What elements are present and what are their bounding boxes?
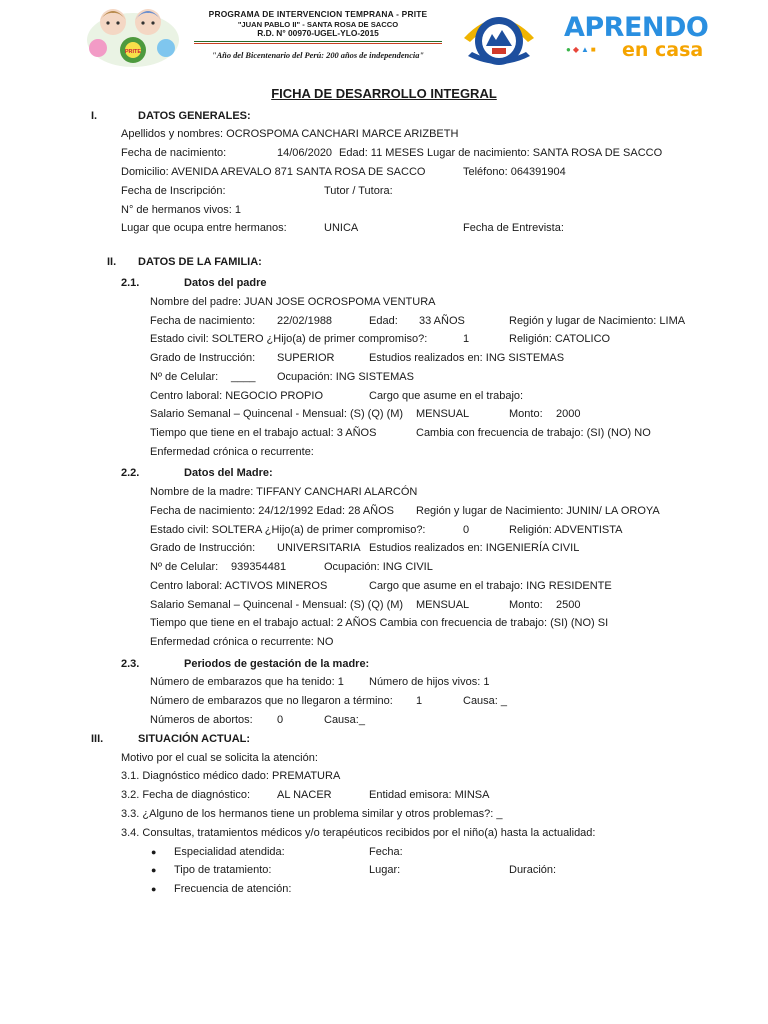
program-school: "JUAN PABLO II" - SANTA ROSA DE SACCO: [237, 19, 399, 29]
padre-celular-label: Nº de Celular:: [150, 371, 219, 383]
padre-salario-tipo: MENSUAL: [416, 408, 470, 420]
padre-centro-laboral: Centro laboral: NEGOCIO PROPIO: [150, 390, 323, 402]
section-3-number: III.: [91, 733, 104, 745]
embarazos-tenidos: Número de embarazos que ha tenido: 1: [150, 676, 344, 688]
padre-religion: Religión: CATOLICO: [509, 333, 611, 345]
embarazos-no-termino-value: 1: [416, 695, 423, 707]
padre-nombre: Nombre del padre: JUAN JOSE OCROSPOMA VENTURA: [150, 296, 436, 308]
padre-ocupacion: Ocupación: ING SISTEMAS: [277, 371, 414, 383]
section-1-number: I.: [91, 110, 98, 122]
tratamiento-lugar: Lugar:: [369, 864, 401, 876]
subsection-2-3-number: 2.3.: [121, 658, 140, 670]
tratamiento-duracion: Duración:: [509, 864, 557, 876]
madre-compromiso: 0: [463, 524, 470, 536]
padre-fnac-value: 22/02/1988: [277, 315, 333, 327]
madre-grado-label: Grado de Instrucción:: [150, 542, 256, 554]
causa-no-termino: Causa: _: [463, 695, 508, 707]
subsection-2-2-number: 2.2.: [121, 467, 140, 479]
subsection-2-3-heading: Periodos de gestación de la madre:: [184, 658, 370, 670]
consultas-tratamientos: 3.4. Consultas, tratamientos médicos y/o terapéuticos recibidos por el niño(a) hasta la actualidad:: [121, 827, 596, 839]
domicilio: Domicilio: AVENIDA AREVALO 871 SANTA ROSA DE SACCO: [121, 166, 426, 178]
madre-salario-tipo: MENSUAL: [416, 599, 470, 611]
edad: Edad: 11 MESES: [339, 147, 424, 159]
program-info: [182, 10, 454, 60]
padre-edad-value: 33 AÑOS: [419, 315, 465, 327]
bullet-icon: ●: [151, 884, 157, 894]
padre-estudios: Estudios realizados en: ING SISTEMAS: [369, 352, 565, 364]
program-resolution: R.D. N° 00970-UGEL-YLO-2015: [257, 27, 379, 38]
diagnostico-medico: 3.1. Diagnóstico médico dado: PREMATURA: [121, 770, 341, 782]
especialidad-fecha: Fecha:: [369, 846, 403, 858]
padre-monto-label: Monto:: [509, 408, 543, 420]
madre-monto-label: Monto:: [509, 599, 543, 611]
madre-estado-civil: Estado civil: SOLTERA ¿Hijo(a) de primer compromiso?:: [150, 524, 426, 536]
motivo-atencion: Motivo por el cual se solicita la atención:: [121, 752, 318, 764]
section-2-heading: DATOS DE LA FAMILIA:: [138, 256, 262, 268]
apellidos-nombres: Apellidos y nombres: OCROSPOMA CANCHARI MARCE ARIZBETH: [121, 128, 459, 140]
header-divider: [194, 41, 442, 44]
prite-kids-logo-image: [86, 4, 180, 68]
tutor: Tutor / Tutora:: [324, 185, 393, 197]
bullet-icon: ●: [151, 865, 157, 875]
lugar-entre-hermanos-value: UNICA: [324, 222, 359, 234]
aprendo-en-casa-logo: [560, 12, 720, 62]
padre-cargo: Cargo que asume en el trabajo:: [369, 390, 524, 402]
madre-ocupacion: Ocupación: ING CIVIL: [324, 561, 433, 573]
padre-grado-label: Grado de Instrucción:: [150, 352, 256, 364]
fecha-diagnostico-value: AL NACER: [277, 789, 332, 801]
telefono: Teléfono: 064391904: [463, 166, 566, 178]
bullet-icon: ●: [151, 847, 157, 857]
program-name: PROGRAMA DE INTERVENCION TEMPRANA - PRITE: [208, 9, 428, 19]
abortos-value: 0: [277, 714, 284, 726]
section-1-heading: DATOS GENERALES:: [138, 110, 251, 122]
brand-shapes-icon: ●◆▲■: [566, 45, 598, 54]
fecha-inscripcion: Fecha de Inscripción:: [121, 185, 226, 197]
padre-region: Región y lugar de Nacimiento: LIMA: [509, 315, 686, 327]
padre-salario: Salario Semanal – Quincenal - Mensual: (S) (Q) (M): [150, 408, 404, 420]
especialidad-atendida: Especialidad atendida:: [174, 846, 285, 858]
padre-edad-label: Edad:: [369, 315, 398, 327]
fecha-nacimiento-label: Fecha de nacimiento:: [121, 147, 227, 159]
madre-salario: Salario Semanal – Quincenal - Mensual: (S) (Q) (M): [150, 599, 404, 611]
letterhead: [0, 0, 768, 75]
madre-fnac: Fecha de nacimiento: 24/12/1992 Edad: 28 AÑOS: [150, 505, 394, 517]
madre-religion: Religión: ADVENTISTA: [509, 524, 623, 536]
madre-celular-label: Nº de Celular:: [150, 561, 219, 573]
lugar-entre-hermanos-label: Lugar que ocupa entre hermanos:: [121, 222, 287, 234]
madre-enfermedad: Enfermedad crónica o recurrente: NO: [150, 636, 334, 648]
subsection-2-2-heading: Datos del Madre:: [184, 467, 273, 479]
entidad-emisora: Entidad emisora: MINSA: [369, 789, 490, 801]
subsection-2-1-heading: Datos del padre: [184, 277, 267, 289]
madre-nombre: Nombre de la madre: TIFFANY CANCHARI ALARCÓN: [150, 486, 418, 498]
padre-monto-value: 2000: [556, 408, 581, 420]
padre-celular-value: ____: [231, 371, 256, 383]
padre-tiempo-trabajo: Tiempo que tiene en el trabajo actual: 3 AÑOS: [150, 427, 377, 439]
fecha-entrevista: Fecha de Entrevista:: [463, 222, 564, 234]
madre-centro-laboral: Centro laboral: ACTIVOS MINEROS: [150, 580, 328, 592]
madre-celular-value: 939354481: [231, 561, 287, 573]
section-2-number: II.: [107, 256, 117, 268]
padre-grado-value: SUPERIOR: [277, 352, 335, 364]
madre-tiempo-trabajo: Tiempo que tiene en el trabajo actual: 2 AÑOS Cambia con frecuencia de trabajo: (SI) (NO) SI: [150, 617, 609, 629]
madre-grado-value: UNIVERSITARIA: [277, 542, 361, 554]
brand-line2: en casa: [622, 39, 704, 61]
padre-cambia-trabajo: Cambia con frecuencia de trabajo: (SI) (NO) NO: [416, 427, 651, 439]
document-title: FICHA DE DESARROLLO INTEGRAL: [271, 86, 497, 101]
madre-monto-value: 2500: [556, 599, 581, 611]
padre-enfermedad: Enfermedad crónica o recurrente:: [150, 446, 314, 458]
fecha-nacimiento-value: 14/06/2020: [277, 147, 333, 159]
lugar-nacimiento: Lugar de nacimiento: SANTA ROSA DE SACCO: [427, 147, 663, 159]
section-3-heading: SITUACIÓN ACTUAL:: [138, 733, 251, 745]
subsection-2-1-number: 2.1.: [121, 277, 140, 289]
padre-compromiso: 1: [463, 333, 470, 345]
hermanos-vivos: N° de hermanos vivos: 1: [121, 204, 241, 216]
svg-text:PRITE: PRITE: [124, 49, 142, 55]
madre-estudios: Estudios realizados en: INGENIERÍA CIVIL: [369, 542, 580, 554]
causa-abortos: Causa:_: [324, 714, 365, 726]
padre-estado-civil: Estado civil: SOLTERO ¿Hijo(a) de primer compromiso?:: [150, 333, 428, 345]
year-motto: "Año del Bicentenario del Perú: 200 años de independencia": [211, 51, 425, 60]
fecha-diagnostico-label: 3.2. Fecha de diagnóstico:: [121, 789, 251, 801]
padre-fnac-label: Fecha de nacimiento:: [150, 315, 256, 327]
ugel-seal-image: [458, 8, 540, 72]
madre-region: Región y lugar de Nacimiento: JUNIN/ LA OROYA: [416, 505, 660, 517]
embarazos-no-termino-label: Número de embarazos que no llegaron a término:: [150, 695, 393, 707]
hermanos-problema: 3.3. ¿Alguno de los hermanos tiene un problema similar y otros problemas?: _: [121, 808, 503, 820]
madre-cargo: Cargo que asume en el trabajo: ING RESIDENTE: [369, 580, 612, 592]
hijos-vivos: Número de hijos vivos: 1: [369, 676, 490, 688]
abortos-label: Números de abortos:: [150, 714, 253, 726]
frecuencia-atencion: Frecuencia de atención:: [174, 883, 292, 895]
tipo-tratamiento: Tipo de tratamiento:: [174, 864, 272, 876]
brand-line1: APRENDO: [564, 12, 709, 43]
